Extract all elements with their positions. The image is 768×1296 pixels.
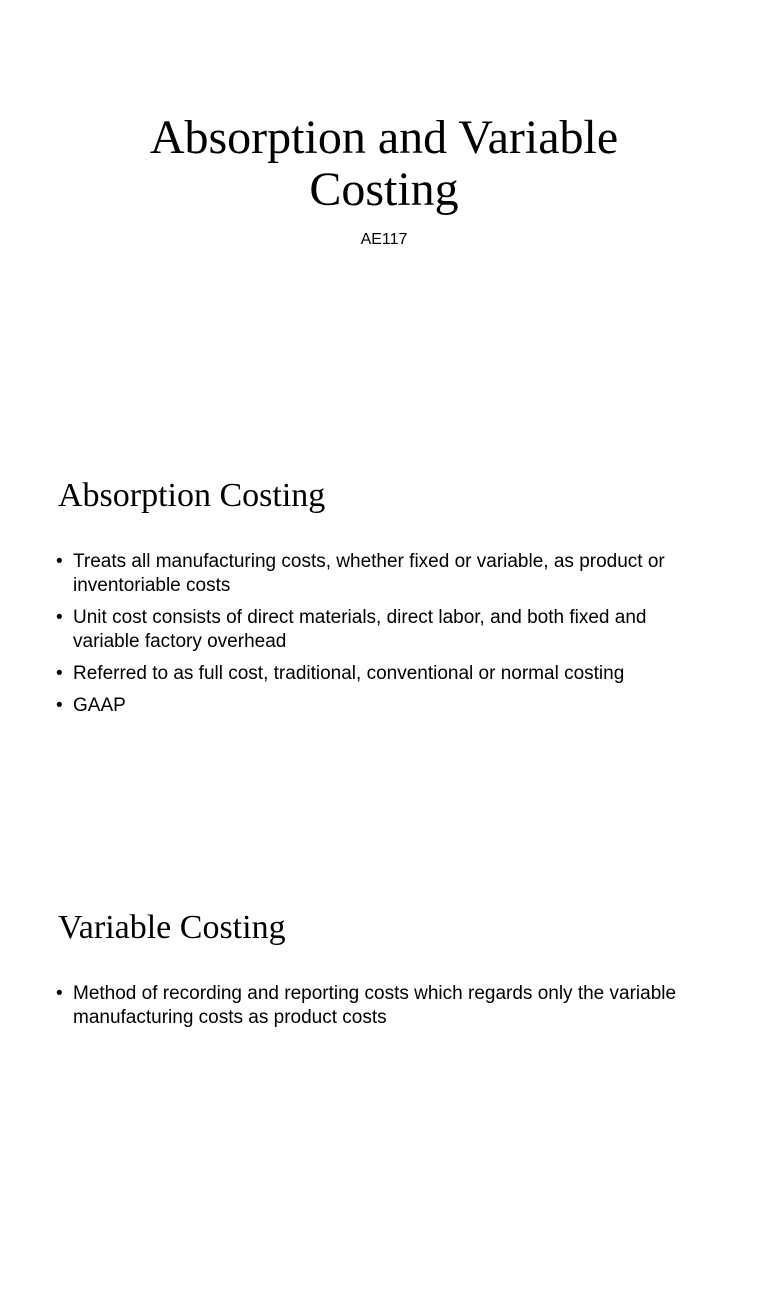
title-line-1: Absorption and Variable [149,111,619,164]
bullet-item [56,606,706,654]
bullet-icon: • [56,695,63,716]
absorption-heading: Absorption Costing [58,477,326,514]
bullet-item [56,550,706,598]
bullet-icon: • [56,607,63,628]
absorption-costing-slide [0,432,768,864]
bullet-text: Treats all manufacturing costs, whether fixed or variable, as product or inventoriable costs [73,551,665,596]
title-slide [0,0,768,432]
bullet-icon: • [56,983,63,1004]
bullet-text: GAAP [73,695,126,716]
title-line-2: Costing [309,163,459,216]
absorption-bullet-list [56,550,706,726]
bullet-item [56,694,706,718]
bullet-item [56,982,706,1030]
bullet-text: Method of recording and reporting costs which regards only the variable manufacturing costs as product costs [73,983,677,1028]
bullet-text: Unit cost consists of direct materials, direct labor, and both fixed and variable factory overhead [73,607,647,652]
variable-heading: Variable Costing [58,909,286,946]
variable-costing-slide [0,864,768,1296]
bullet-icon: • [56,663,63,684]
variable-bullet-list [56,982,706,1038]
course-code-subtitle: AE117 [360,231,408,248]
bullet-icon: • [56,551,63,572]
bullet-item [56,662,706,686]
bullet-text: Referred to as full cost, traditional, conventional or normal costing [73,663,625,684]
presentation-title [0,112,768,216]
